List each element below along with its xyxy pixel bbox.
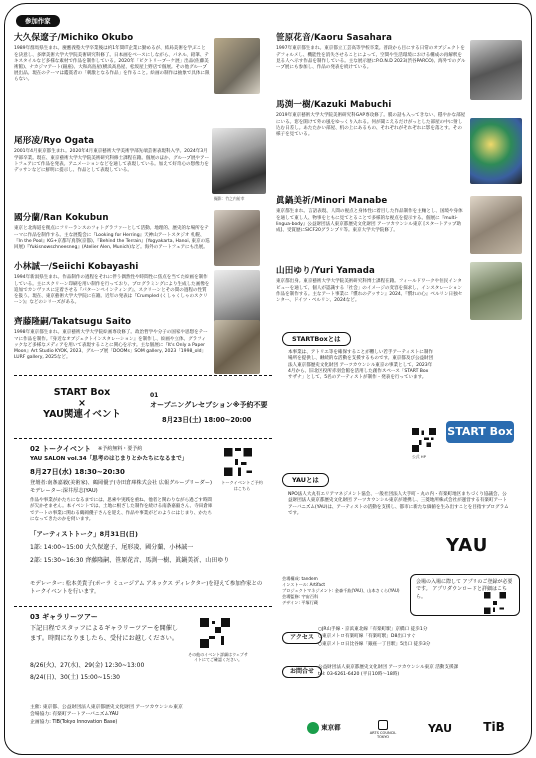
arts-council-logo-mark: [378, 720, 388, 730]
artist-talk-session2: 2部: 15:30~16:30 齊藤隆嗣、笹原花音、馬渕一樹、眞鍋美祈、山田ゆり: [30, 557, 230, 564]
event-heading-line2: ×: [78, 397, 86, 409]
startbox-hp-label: 公式 HP: [412, 454, 426, 459]
artist-talk-session1: 1部: 14:00~15:00 大久保遼子、尾形凌、國分蘭、小林誠一: [30, 544, 194, 551]
cooperation: 会場協力: 有楽町アートアーバニズムYAU: [30, 712, 119, 718]
artist-talk-title: 「アーティストトーク」8月31日(日): [30, 530, 138, 538]
artist-bio: 東京都出身。東京藝術大学大学院美術研究科博士課程在籍。フィールドワークや住民インタビューを通して、個人が認識する「社会」のイメージの変容を探求し、インスタレーション作品を制作する。主なアート事業に『慣れのデッサン』2024、『慣れの心』ベルリン日独センター、ドイツ・ベルリン、2024など。: [276, 279, 463, 303]
yau-footer-logo: YAU: [427, 722, 453, 735]
artist-manabe-photo: [470, 196, 522, 254]
artist-name: 小林誠一/Seiichi Kobayashi: [14, 262, 139, 272]
event02-series: YAU SALON vol.34「思考のはじまりとかたちになるまで」: [30, 456, 188, 462]
event02-speakers: 登壇者:南条嘉毅(美術家)、鶴岡優子(寺田倉庫株式会社 広報グループリーダー) モデレーター:深井厚志(YAU): [30, 480, 213, 494]
access-line: ○東京メトロ有楽町線「有楽町駅」D8出口すぐ: [318, 634, 416, 640]
footer-credits: [30, 704, 270, 726]
event03-dates2: 8/24(日)、30(土) 15:00~15:30: [30, 674, 120, 681]
artist-okubo-photo: [214, 38, 260, 94]
artist-name: 齊藤隆嗣/Takatsugu Saito: [14, 317, 132, 327]
artist-mabuchi: [276, 100, 466, 138]
startbox-logo: START Box: [446, 421, 514, 443]
tokyo-metropolitan-logo: [300, 722, 348, 734]
access-tag: アクセス: [282, 632, 322, 644]
startbox-description: 本事業は、アトリエ等を確保することが難しい若手アーティストに制作場所を提供し、継続的な活動を支援するものです。東京都及び公益財団法人東京都歴史文化財団 アーツカウンシル東京の事業として、2023年4月から、旧北区役所赤羽会館を活用した創作スペース「START Box サザナ」として、5名のアーティストが制作・発表を行っています。: [288, 350, 434, 381]
artist-bio: 2001年4月東京都生まれ。2020年4月東京藝術大学美術学部先端芸術表現科入学。2024年3月学部卒業。現在、東京藝術大学大学院美術研究科修士課程在籍。個展のほか、グループ展やアートフェアにて作品を発表。アニメーションなどを通して表現している。加えて好奇心の想像力をデッサンなどに鮮明に提示し、作品として表現している。: [14, 149, 210, 173]
artist-name: 尾形凌/Ryo Ogata: [14, 136, 95, 146]
arts-council-logo-text: ARTS COUNCIL TOKYO: [369, 731, 397, 740]
divider: [14, 375, 272, 376]
talk-reservation-label: トークイベントご予約はこちら: [221, 480, 263, 491]
artist-talk-moderator: モデレーター: 松本美貴子(ポーラ ミュージアム アネックス ディレクター)を迎えて参加作家とのトークイベントを行います。: [30, 581, 263, 596]
event-heading: [32, 388, 132, 421]
credits: 会場構成: tandem インストール: Artifact プロジェクトマネジメント: 金森千紘(YAU)、山本さくら(YAU) 会場監修: 宇宙百科 デザイン: 平塚行蔵: [282, 576, 400, 605]
arts-council-logo: [366, 720, 400, 740]
artist-kokubun: [14, 213, 210, 251]
artist-yamada: [276, 266, 466, 304]
divider: [14, 606, 272, 607]
event02-number: 02 トークイベント: [30, 445, 91, 453]
yau-section-tag: YAUとは: [282, 473, 329, 487]
artist-name: 眞鍋美祈/Minori Manabe: [276, 196, 388, 206]
event03-dates1: 8/26(火)、27(水)、29(金) 12:30~13:00: [30, 662, 145, 669]
event01-number: 01: [150, 392, 159, 399]
artist-name: 國分蘭/Ran Kokubun: [14, 213, 109, 223]
event03-title: 03 ギャラリーツアー: [30, 613, 98, 621]
yau-description: NPO法人大丸有エリアマネジメント協会、一般社団法人大手町・丸の内・有楽町地区まちづくり協議会、公益財団法人東京都歴史文化財団 アーツカウンシル東京が連携し、三菱地所株式会社が運営する有楽町アートアーバニズム(YAU)は、アーティストの活動を支援し、都市に新たな価値を生み出すことを目指すプログラムです。: [288, 492, 509, 517]
photo-caption: 撮影：竹之内祐幸: [214, 196, 245, 201]
artist-bio: 東京と北海道を拠点にフリーランスのフォトグラファーとして活動。地理的、歴史的な場所をテーマに作品を制作する。主な展覧会に『Looking for Herring』天神山アートスタジオ 札幌、『In the Pool』KG+京都写真祭(京都)、『Behind the Terrain』(Yogyakarta, Hanoi, 東京の巡回展)『Yukisnowschneesneg』(Atelier Alen, Munich)など。海外のアートフェアにも出展。: [14, 226, 210, 250]
event02-subnote: ※予約無料・要予約: [98, 446, 143, 452]
artists-section-tag: 参加作家: [16, 15, 60, 27]
artist-kokubun-photo: [214, 210, 260, 266]
artist-kobayashi-photo: [214, 270, 260, 324]
event01-date: 8月23日(土) 18:00~20:00: [162, 416, 252, 424]
contact-info: [318, 664, 524, 679]
artist-bio: 1989年群馬県生まれ。慶應義塾大学卒業後は約1年間IT企業に勤めるが、結局美術を学ぶことを決意し、多摩美術大学大学院美術研究科修了。日本画をベースにしながら、パネル、鉛筆、テキスタイルなど多様な素材で作品を制作している。2020年「ビクトリーブーケ展」出品(佐藤美術館)、ナカジマアート(銀座)、大和高島屋(横浜高島屋、松坂屋上野店で個展。その他グループ展出品。現在のテーマは鑑賞者の「刺激となる作品」を作ること。絵画の制作は抽象で具体に限らない。: [14, 46, 210, 83]
event02-date: 8月27日(水) 18:30~20:30: [30, 468, 125, 476]
event-info-note: その他のイベント詳細はウェブサイトにてご確認ください。: [188, 652, 248, 663]
contact-tag: お問合せ: [282, 666, 322, 678]
artist-bio: 1998年東京都生まれ。東京藝術大学大学院絵画専攻修了。政治哲学や分子の国家や思想をテーマに作品を制作。『身近なオブジェクトインスタレーション』を制作し、絵画や立体、グラフィックなど多様なメディアを用いて表現することに関心を示す。主な個展に『It's Only a Paper Moon』Art Studio KYOK, 2023、グループ展「DOOMs」SOM gallery, 2023「1998_old」LURF gallery, 2025など。: [14, 330, 208, 361]
event02-description: 作品や事業がかたちになるまでには、思索や実践を重ね、他者と関わりながら過ごす時間が欠かせません。本イベントでは、土地に根ざした制作を続ける南条嘉毅さん、寺田倉庫でアートの事業に関わる鶴岡優子さんを迎え、作品や事業がどのようにはじまり、かたちになってきたのかを伺います。: [30, 498, 213, 522]
event03-description: 下記日程でスタッフによるギャラリーツアーを開催します。時間になりましたら、受付にお越しください。: [30, 625, 179, 642]
event-heading-line1: START Box: [53, 387, 111, 398]
divider: [14, 438, 272, 439]
yau-logo: YAU: [446, 535, 489, 556]
artist-sasahara: [276, 33, 466, 71]
artist-ogata: [14, 136, 210, 174]
startbox-section-tag: STARTBoxとは: [282, 332, 351, 346]
artist-bio: 2019年東京藝術大学大学院美術研究科GAP専攻修了。膜の話も入ってきない、穏やかな部屋にいる。窓を開けて外の風をゆっくり入れる。何が聞こえるだけがっとした部屋の中に射し込む日差し。あたたかい部屋、机の上にあるもの、それぞれがそれぞれに影を落とす。その様子を見ている。: [276, 113, 466, 137]
artist-bio: 東京都生まれ。言語表現、人間の視点と身体性に着目した作品制作を主軸とし、国境や身体を通して東し人、物事をともに見てとることで多様的な視点を提示する。個展に『multi-lingua-body』公益財団法人東京都歴史文化財団 アーツカウンシル東京 [スタートアップ助成]、受賞歴にSICF20グランプリ等。東京大学大学院修了。: [276, 209, 463, 233]
artist-okubo: [14, 33, 210, 83]
support: 企画協力: TIB(Tokyo Innovation Base): [30, 719, 118, 725]
artist-saito-photo: [214, 320, 260, 374]
event-heading-line3: YAU関連イベント: [43, 408, 121, 420]
artist-name: 山田ゆり/Yuri Yamada: [276, 266, 375, 276]
access-line: ○東京メトロ日比谷線「銀座一丁目駅」5出口 徒歩3分: [318, 641, 431, 647]
artist-name: 馬渕一樹/Kazuki Mabuchi: [276, 100, 392, 110]
artist-bio: 1997年東京都生まれ。東京都立工芸高等学校卒業。普段から目にする日常のオブジェクトをデフォルメし、機能性を消失させることによって、空間や生活環境における構成の再解釈を見る人へ示す作品を制作している。主な展示歴にP.O.N.D 2023(渋谷PARCO)、海外でのグループ展にも参加し、作品の発表を続けている。: [276, 46, 466, 70]
artist-sasahara-photo: [470, 40, 522, 100]
tokyo-logo-mark: [307, 722, 319, 734]
artist-bio: 1994年新潟県生まれ。作品制作の過程をそれに伴う偶然性や時間性に焦点を当てた絵画を制作している。主にスクリーン印刷を用い制作を行っており、プログラミングにより生成した画像を追加でカンヴァスに定着させる『パターンペインティング』、スクリーンとその間の過程の性質を扱う。現在、東京藝術大学大学院に在籍。近年の発表は『Crumpled (くしゃくしゃのスクリーン)』などのシリーズがある。: [14, 275, 210, 306]
event-info-qr-code[interactable]: [200, 618, 230, 648]
artist-kobayashi: [14, 262, 210, 306]
contact-line: tel: 03-6261-6420 (平日10時〜18時): [318, 672, 400, 678]
contact-line: 公益財団法人東京都歴史文化財団 アーツカウンシル東京 活動支援課: [318, 665, 459, 670]
artist-yamada-photo: [470, 262, 522, 320]
organizer: 主催: 東京都、公益財団法人東京都歴史文化財団 アーツカウンシル東京: [30, 705, 183, 710]
access-line: ○JR山手線・京浜東北線「有楽町駅」京橋口 徒歩1分: [318, 627, 428, 632]
tib-logo: TiB: [483, 720, 505, 734]
app-registration-text: 会場の入場に際して アプリのご登録が必要です。 アプリダウンロードと詳細はこちら。: [416, 579, 513, 600]
artist-manabe: [276, 196, 466, 234]
talk-reservation-qr-code[interactable]: [224, 448, 252, 476]
access-info: [318, 626, 518, 648]
event01-title: オープニングレセプション※予約不要: [150, 401, 268, 409]
tokyo-logo-text: 東京都: [321, 723, 341, 732]
artist-ogata-photo: [212, 128, 266, 194]
artist-saito: [14, 317, 210, 361]
artist-mabuchi-photo: [470, 118, 522, 184]
app-download-qr-code[interactable]: [484, 592, 506, 614]
artist-name: 笹原花音/Kaoru Sasahara: [276, 33, 392, 43]
artist-name: 大久保遼子/Michiko Okubo: [14, 33, 134, 43]
startbox-qr-code[interactable]: [412, 428, 436, 452]
